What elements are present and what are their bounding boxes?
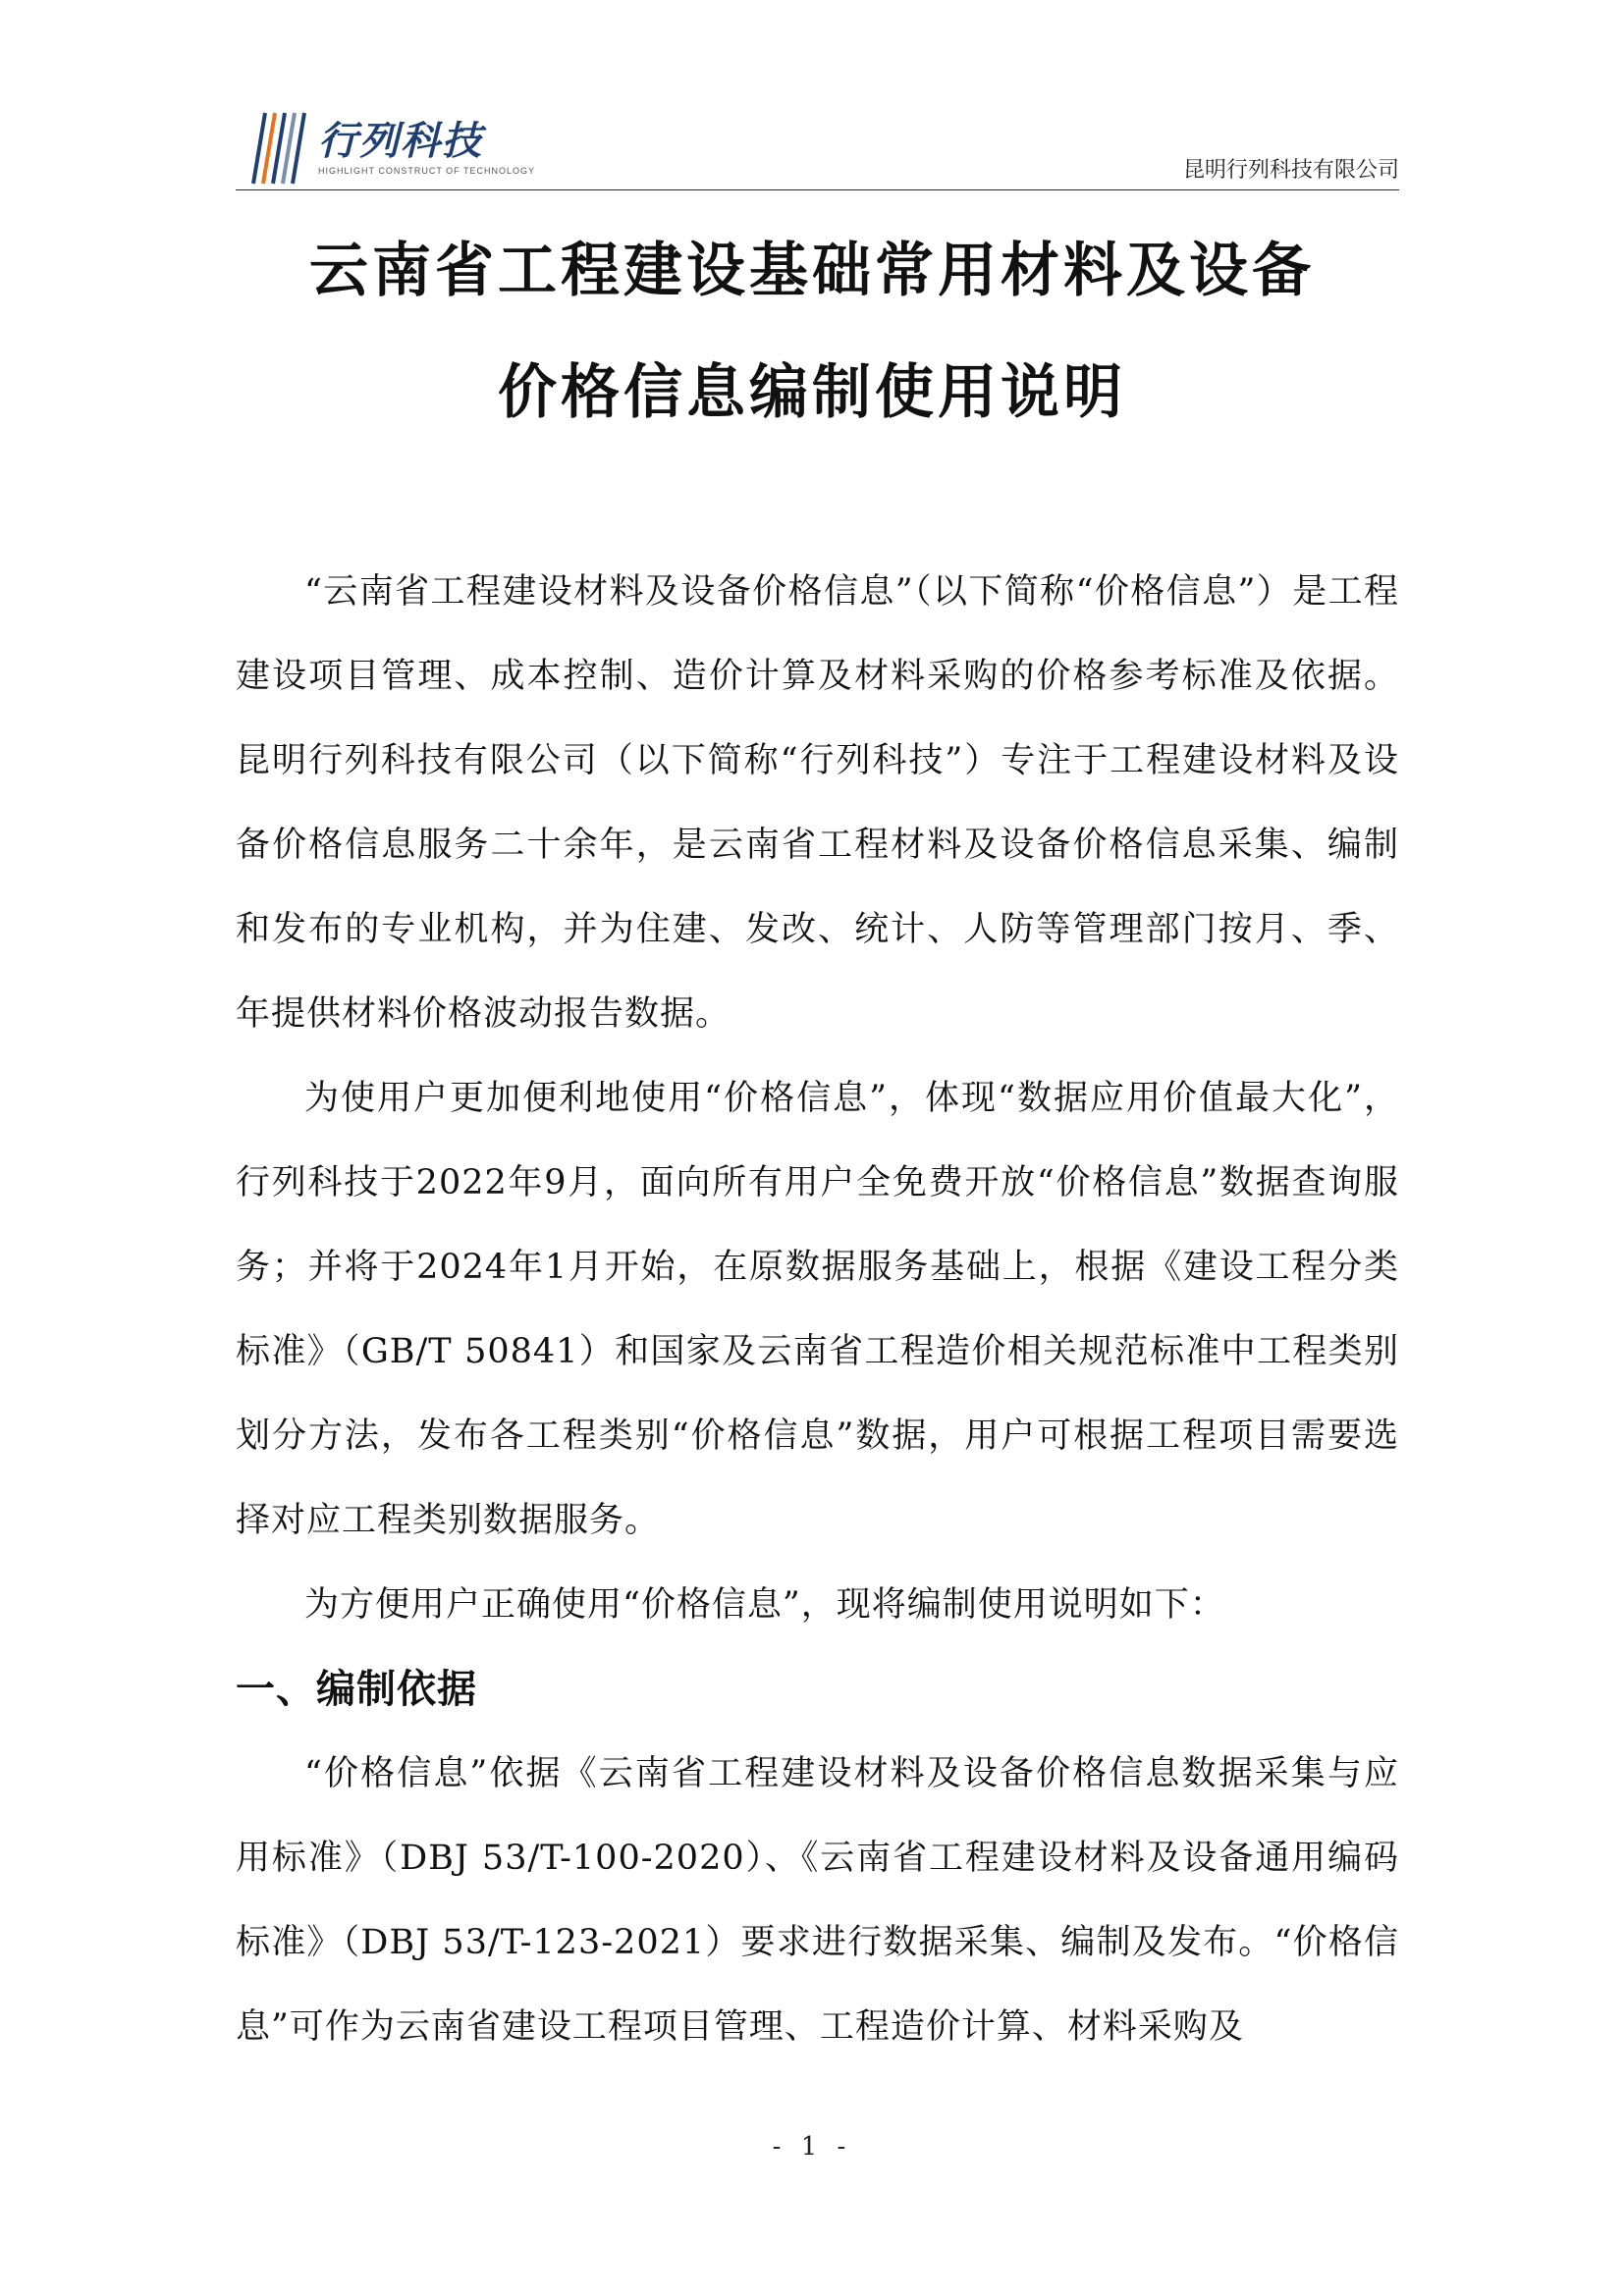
page-number: - 1 -	[772, 2132, 852, 2162]
service-paragraph: 为使用户更加便利地使用“价格信息”，体现“数据应用价值最大化”，行列科技于2022年9月，面向所有用户全免费开放“价格信息”数据查询服务；并将于2024年1月开始，在原数据服务基础上，根据《建设工程分类标准》（GB/T 50841）和国家及云南省工程造价相关规范标准中工程类别划分方法，发布各工程类别“价格信息”数据，用户可根据工程项目需要选择对应工程类别数据服务。	[236, 1079, 1399, 1540]
document-title-line-1: 云南省工程建设基础常用材料及设备	[309, 237, 1315, 305]
logo-stripes-icon	[236, 109, 310, 187]
company-logo	[236, 106, 535, 189]
intro-paragraph: “云南省工程建设材料及设备价格信息”（以下简称“价格信息”）是工程建设项目管理、成本控制、造价计算及材料采购的价格参考标准及依据。昆明行列科技有限公司（以下简称“行列科技”）专注于工程建设材料及设备价格信息服务二十余年，是云南省工程材料及设备价格信息采集、编制和发布的专业机构，并为住建、发改、统计、人防等管理部门按月、季、年提供材料价格波动报告数据。	[236, 572, 1399, 1034]
instruction-paragraph: 为方便用户正确使用“价格信息”，现将编制使用说明如下：	[304, 1585, 1225, 1625]
header-divider	[236, 189, 1399, 190]
section-heading-basis: 一、编制依据	[236, 1667, 477, 1712]
page-header	[236, 106, 1399, 189]
logo-name: 行列科技	[318, 118, 483, 164]
document-title-line-2: 价格信息编制使用说明	[498, 358, 1126, 427]
logo-text	[318, 120, 535, 177]
basis-paragraph: “价格信息”依据《云南省工程建设材料及设备价格信息数据采集与应用标准》（DBJ 53/T-100-2020）、《云南省工程建设材料及设备通用编码标准》（DBJ 53/T-123-2021）要求进行数据采集、编制及发布。“价格信息”可作为云南省建设工程项目管理、工程造价计算、材料采购及	[236, 1754, 1399, 2047]
logo-subtitle: HIGHLIGHT CONSTRUCT OF TECHNOLOGY	[318, 165, 536, 176]
document-body	[236, 550, 1399, 2069]
header-company-name: 昆明行列科技有限公司	[1182, 158, 1399, 183]
